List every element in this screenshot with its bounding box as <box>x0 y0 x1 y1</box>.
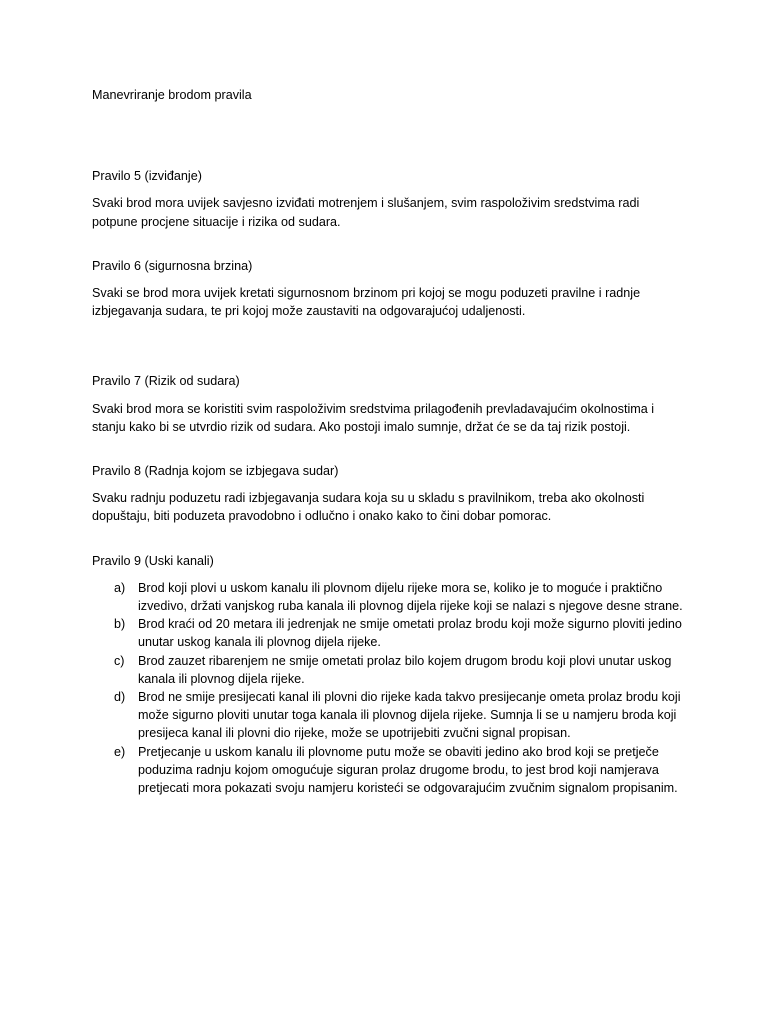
list-marker: d) <box>114 690 126 705</box>
list-item-text: Pretjecanje u uskom kanalu ili plovnome putu može se obaviti jedino ako brod koji se pretječe poduzima radnju kojom omogućuje siguran prolaz drugome brodu, to jest brod koji namjerava pretjecati mora pokazati svoju namjeru koristeći se odgovarajućim zvučnim signalom propisanim. <box>138 744 678 796</box>
list-item <box>92 615 684 651</box>
list-item <box>92 579 684 615</box>
list-item <box>92 688 684 743</box>
list-marker: c) <box>114 653 125 668</box>
rule-7-text: Svaki brod mora se koristiti svim raspoloživim sredstvima prilagođenih prevladavajućim okolnostima i stanju kako bi se utvrdio rizik od sudara. Ako postoji imalo sumnje, držat će se da taj rizik postoji. <box>92 401 655 434</box>
list-item <box>92 652 684 688</box>
list-item-text: Brod ne smije presijecati kanal ili plovni dio rijeke kada takvo presijecanje ometa prolaz brodu koji može sigurno ploviti unutar toga kanala ili plovnog dijela rijeke. Sumnja li se u namjeru broda koji presijeca kanal ili plovni dio rijeke, može se upotrijebiti zvučni signal propisan. <box>138 690 681 741</box>
rule-6-heading: Pravilo 6 (sigurnosna brzina) <box>92 258 253 273</box>
rule-7-heading: Pravilo 7 (Rizik od sudara) <box>92 374 240 389</box>
rule-6-text: Svaki se brod mora uvijek kretati sigurnosnom brzinom pri kojoj se mogu poduzeti pravilne i radnje izbjegavanja sudara, te pri kojoj može zaustaviti na odgovarajućoj udaljenosti. <box>92 286 641 319</box>
list-item-text: Brod kraći od 20 metara ili jedrenjak ne smije ometati prolaz brodu koji može sigurno ploviti jedino unutar uskog kanala ili plovnog dijela rijeke. <box>138 617 682 650</box>
rule-5-text: Svaki brod mora uvijek savjesno izviđati motrenjem i slušanjem, svim raspoloživim sredstvima radi potpune procjene situacije i rizika od sudara. <box>92 196 640 229</box>
document-title: Manevriranje brodom pravila <box>92 88 252 102</box>
list-marker: e) <box>114 744 126 759</box>
rule-9-list <box>92 579 684 797</box>
list-marker: b) <box>114 617 126 632</box>
list-item-text: Brod koji plovi u uskom kanalu ili plovnom dijelu rijeke mora se, koliko je to moguće i praktično izvedivo, držati vanjskog ruba kanala ili plovnog dijela rijeke koji se nalazi s njegove desne strane. <box>138 580 683 614</box>
list-item-text: Brod zauzet ribarenjem ne smije ometati prolaz bilo kojem drugom brodu koji plovi unutar uskog kanala ili plovnog dijela rijeke. <box>138 653 672 686</box>
rule-5-heading: Pravilo 5 (izviđanje) <box>92 169 202 184</box>
document-body <box>92 86 684 797</box>
list-marker: a) <box>114 580 126 595</box>
list-item <box>92 743 684 798</box>
rule-9-heading: Pravilo 9 (Uski kanali) <box>92 553 214 568</box>
rule-8-heading: Pravilo 8 (Radnja kojom se izbjegava sudar) <box>92 464 339 479</box>
rule-8-text: Svaku radnju poduzetu radi izbjegavanja sudara koja su u skladu s pravilnikom, treba ako okolnosti dopuštaju, biti poduzeta pravodobno i odlučno i onako kako to čini dobar pomorac. <box>92 491 645 524</box>
